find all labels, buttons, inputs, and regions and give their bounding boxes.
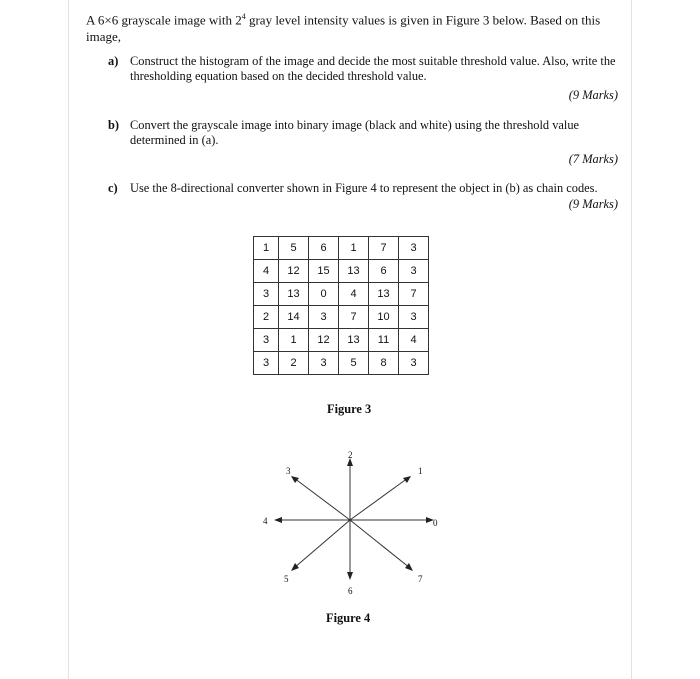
grid-cell: 7 bbox=[339, 306, 369, 329]
direction-4-arrowhead bbox=[274, 517, 282, 523]
grid-cell: 13 bbox=[369, 283, 399, 306]
grid-row bbox=[254, 306, 429, 329]
grid-cell: 2 bbox=[279, 352, 309, 375]
grid-cell: 15 bbox=[309, 260, 339, 283]
direction-1-line bbox=[350, 478, 408, 520]
question-intro bbox=[86, 8, 616, 45]
grid-cell: 4 bbox=[399, 329, 429, 352]
direction-1-label: 1 bbox=[418, 466, 423, 476]
grid-cell: 3 bbox=[254, 283, 279, 306]
question-b-marks: (7 Marks) bbox=[568, 152, 618, 166]
question-a-text: Construct the histogram of the image and decide the most suitable threshold value. Also, write the thresholding equation based on the decided threshold value. bbox=[130, 54, 616, 83]
direction-1-arrowhead bbox=[403, 476, 411, 483]
grid-row bbox=[254, 329, 429, 352]
grid-cell: 7 bbox=[369, 237, 399, 260]
grid-cell: 5 bbox=[339, 352, 369, 375]
figure3-caption: Figure 3 bbox=[327, 402, 372, 416]
grid-cell: 3 bbox=[399, 306, 429, 329]
direction-6-label: 6 bbox=[348, 586, 353, 596]
direction-7-line bbox=[350, 520, 410, 568]
direction-6-arrowhead bbox=[347, 572, 353, 580]
grid-cell: 4 bbox=[339, 283, 369, 306]
page-left-edge bbox=[68, 0, 69, 679]
grid-cell: 3 bbox=[309, 352, 339, 375]
grid-row bbox=[254, 352, 429, 375]
grid-cell: 13 bbox=[279, 283, 309, 306]
grid-cell: 12 bbox=[309, 329, 339, 352]
intro-exponent: 4 bbox=[241, 12, 246, 21]
grid-cell: 2 bbox=[254, 306, 279, 329]
grid-cell: 0 bbox=[309, 283, 339, 306]
grid-cell: 13 bbox=[339, 329, 369, 352]
grid-cell: 14 bbox=[279, 306, 309, 329]
grid-cell: 11 bbox=[369, 329, 399, 352]
grid-cell: 3 bbox=[254, 352, 279, 375]
grid-cell: 3 bbox=[254, 329, 279, 352]
question-c bbox=[108, 181, 618, 211]
direction-5-label: 5 bbox=[284, 574, 289, 584]
figure4-direction-diagram bbox=[250, 440, 450, 600]
question-b-text: Convert the grayscale image into binary image (black and white) using the threshold value determined in (a). bbox=[130, 118, 580, 147]
question-b bbox=[108, 118, 618, 166]
direction-3-arrowhead bbox=[291, 476, 299, 483]
question-c-letter: c) bbox=[108, 181, 118, 195]
grid-cell: 3 bbox=[399, 237, 429, 260]
grid-cell: 10 bbox=[369, 306, 399, 329]
grid-cell: 7 bbox=[399, 283, 429, 306]
question-c-marks: (9 Marks) bbox=[568, 197, 618, 211]
grid-cell: 8 bbox=[369, 352, 399, 375]
page-right-edge bbox=[631, 0, 632, 679]
figure4-caption: Figure 4 bbox=[326, 611, 371, 625]
direction-7-label: 7 bbox=[418, 574, 423, 584]
grid-cell: 5 bbox=[279, 237, 309, 260]
direction-3-line bbox=[294, 478, 350, 520]
question-a-marks: (9 Marks) bbox=[568, 88, 618, 102]
direction-5-line bbox=[294, 520, 350, 568]
grid-row bbox=[254, 260, 429, 283]
grid-row bbox=[254, 237, 429, 260]
grid-row bbox=[254, 283, 429, 306]
direction-3-label: 3 bbox=[286, 466, 291, 476]
question-a bbox=[108, 54, 618, 102]
grid-cell: 6 bbox=[309, 237, 339, 260]
grid-cell: 13 bbox=[339, 260, 369, 283]
question-b-letter: b) bbox=[108, 118, 120, 132]
grid-cell: 4 bbox=[254, 260, 279, 283]
grid-cell: 1 bbox=[339, 237, 369, 260]
figure3-pixel-grid bbox=[253, 236, 429, 375]
grid-cell: 6 bbox=[369, 260, 399, 283]
grid-cell: 1 bbox=[279, 329, 309, 352]
intro-text-post: gray level intensity values is given in Figure 3 below. Based on this image, bbox=[86, 12, 601, 45]
direction-2-label: 2 bbox=[348, 450, 353, 460]
grid-cell: 12 bbox=[279, 260, 309, 283]
direction-7-arrowhead bbox=[405, 563, 413, 571]
grid-cell: 1 bbox=[254, 237, 279, 260]
direction-4-label: 4 bbox=[263, 516, 268, 526]
grid-cell: 3 bbox=[399, 352, 429, 375]
question-a-letter: a) bbox=[108, 54, 119, 68]
direction-0-label: 0 bbox=[433, 518, 438, 528]
grid-cell: 3 bbox=[309, 306, 339, 329]
grid-cell: 3 bbox=[399, 260, 429, 283]
question-c-text: Use the 8-directional converter shown in Figure 4 to represent the object in (b) as chain codes. bbox=[130, 181, 598, 195]
intro-text-pre: A 6×6 grayscale image with 2 bbox=[86, 12, 242, 28]
